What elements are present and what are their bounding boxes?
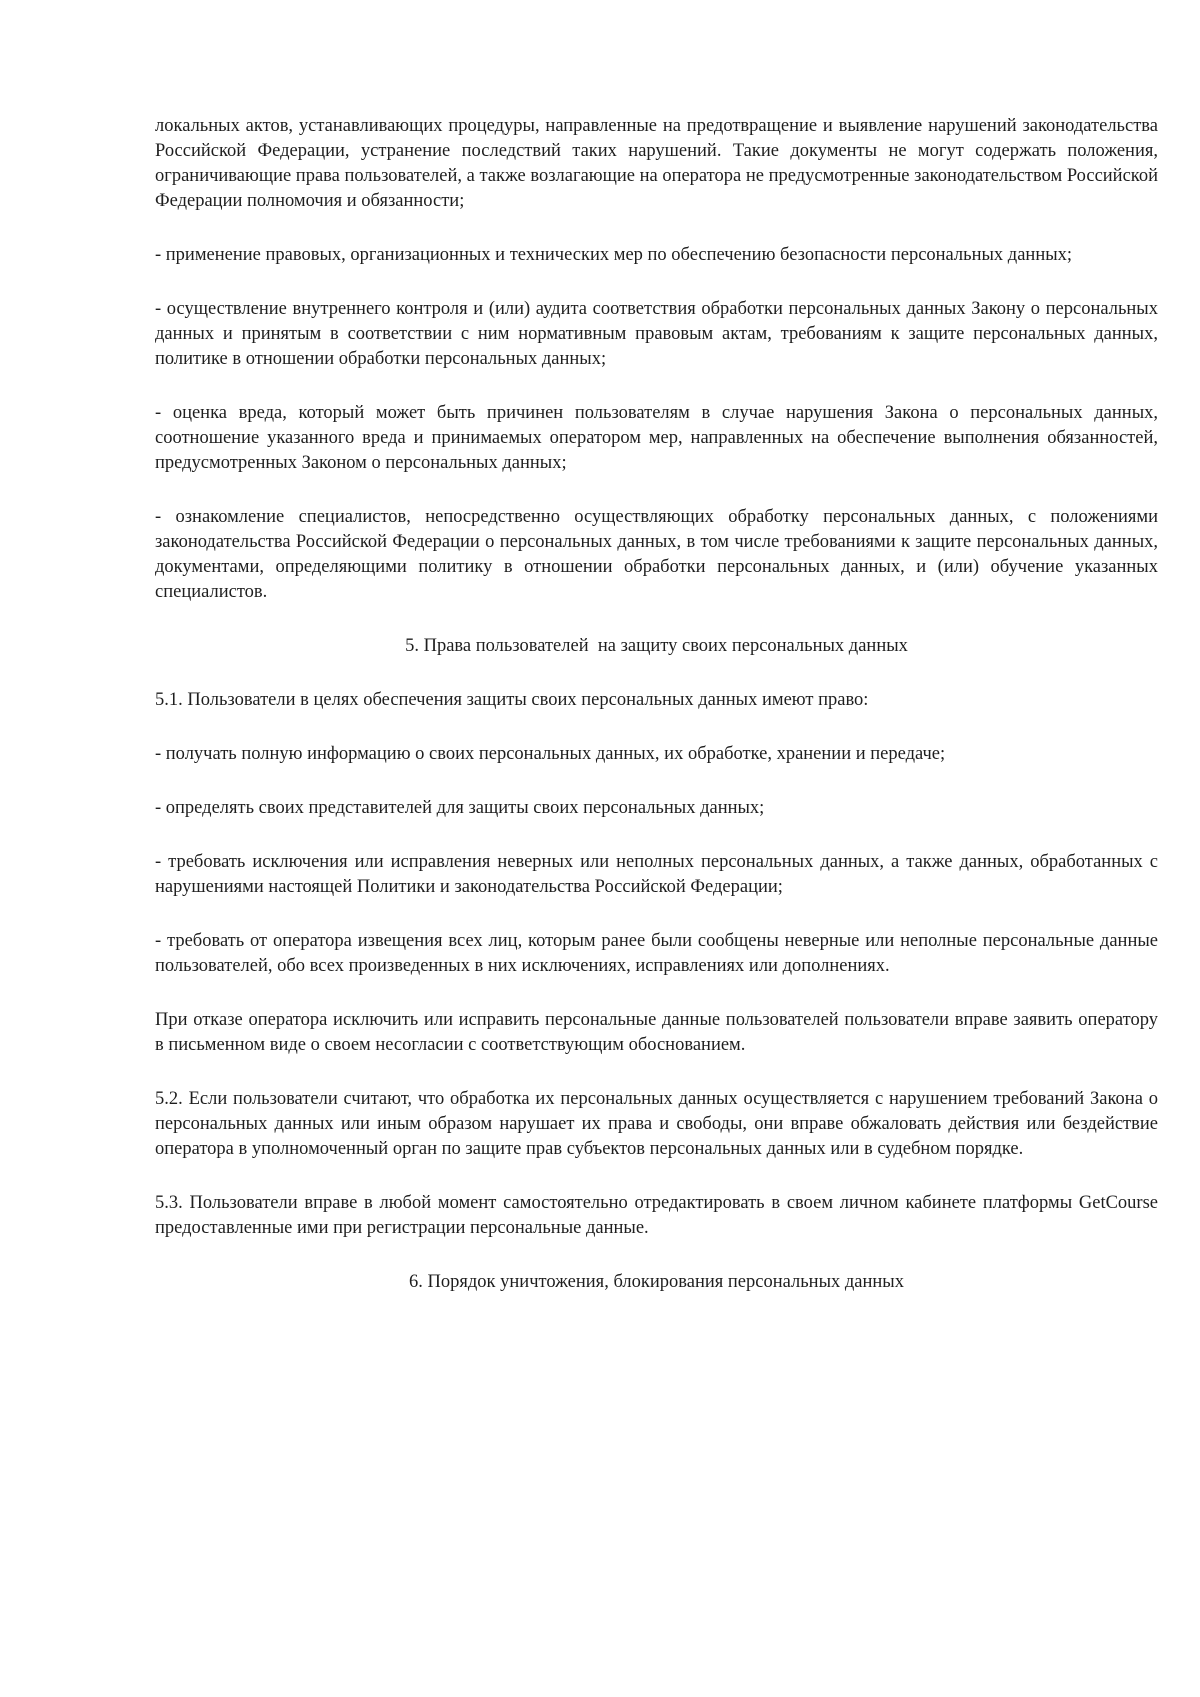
bullet-representatives: - определять своих представителей для защиты своих персональных данных;	[155, 798, 765, 818]
bullet-specialists-training: - ознакомление специалистов, непосредственно осуществляющих обработку персональных данных, с положениями законодательства Российской Федерации о персональных данных, в том числе требованиями к защите персональных данных, документами, определяющими политику в отношении обработки персональных данных, и (или) обучение указанных специалистов.	[155, 507, 1158, 602]
clause-5-2: 5.2. Если пользователи считают, что обработка их персональных данных осуществляется с нарушением требований Закона о персональных данных или иным образом нарушает их права и свободы, они вправе обжаловать действия или бездействие оператора в уполномоченный орган по защите прав субъектов персональных данных или в судебном порядке.	[155, 1089, 1158, 1159]
section-heading-6: 6. Порядок уничтожения, блокирования персональных данных	[409, 1272, 904, 1292]
section-heading-5: 5. Права пользователей на защиту своих персональных данных	[405, 636, 908, 656]
clause-5-3: 5.3. Пользователи вправе в любой момент самостоятельно отредактировать в своем личном кабинете платформы GetCourse предоставленные ими при регистрации персональные данные.	[155, 1193, 1158, 1238]
bullet-demand-correction: - требовать исключения или исправления неверных или неполных персональных данных, а также данных, обработанных с нарушениями настоящей Политики и законодательства Российской Федерации;	[155, 852, 1158, 897]
clause-5-1: 5.1. Пользователи в целях обеспечения защиты своих персональных данных имеют право:	[155, 690, 869, 710]
paragraph-operator-refusal: При отказе оператора исключить или исправить персональные данные пользователей пользователи вправе заявить оператору в письменном виде о своем несогласии с соответствующим обоснованием.	[155, 1010, 1158, 1055]
bullet-demand-notification: - требовать от оператора извещения всех лиц, которым ранее были сообщены неверные или неполные персональные данные пользователей, обо всех произведенных в них исключениях, исправлениях или дополнениях.	[155, 931, 1158, 976]
bullet-harm-assessment: - оценка вреда, который может быть причинен пользователям в случае нарушения Закона о персональных данных, соотношение указанного вреда и принимаемых оператором мер, направленных на обеспечение выполнения обязанностей, предусмотренных Законом о персональных данных;	[155, 403, 1158, 473]
paragraph-local-acts: локальных актов, устанавливающих процедуры, направленные на предотвращение и выявление нарушений законодательства Российской Федерации, устранение последствий таких нарушений. Такие документы не могут содержать положения, ограничивающие права пользователей, а также возлагающие на оператора не предусмотренные законодательством Российской Федерации полномочия и обязанности;	[155, 116, 1158, 211]
bullet-internal-control-audit: - осуществление внутреннего контроля и (или) аудита соответствия обработки персональных данных Закону о персональных данных и принятым в соответствии с ним нормативным правовым актам, требованиям к защите персональных данных, политике в отношении обработки персональных данных;	[155, 299, 1158, 369]
bullet-full-information: - получать полную информацию о своих персональных данных, их обработке, хранении и передаче;	[155, 744, 946, 764]
bullet-legal-technical-measures: - применение правовых, организационных и технических мер по обеспечению безопасности персональных данных;	[155, 245, 1073, 265]
